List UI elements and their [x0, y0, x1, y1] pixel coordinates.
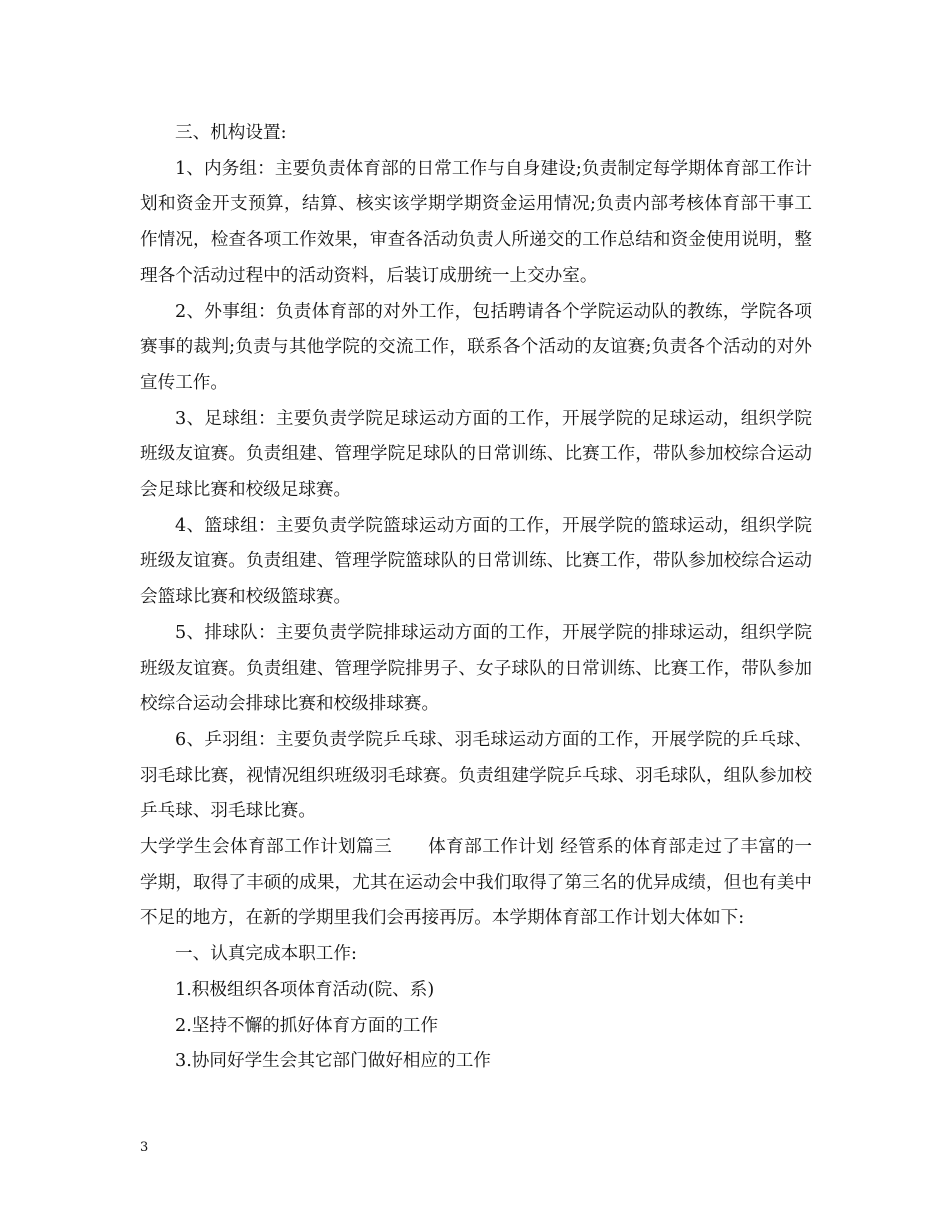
paragraph-basketball-group: 4、篮球组：主要负责学院篮球运动方面的工作，开展学院的篮球运动，组织学院班级友谊赛。负责组建、管理学院篮球队的日常训练、比赛工作，带队参加校综合运动会篮球比赛和校级篮球赛。: [140, 515, 812, 608]
list-item-duty-1: 1.积极组织各项体育活动(院、系): [175, 979, 435, 1000]
paragraph-table-tennis-badminton: 6、乒羽组：主要负责学院乒乓球、羽毛球运动方面的工作，开展学院的乒乓球、羽毛球比赛，视情况组织班级羽毛球赛。负责组建学院乒乓球、羽毛球队，组队参加校乒乓球、羽毛球比赛。: [140, 729, 812, 822]
paragraph-duties-heading: 一、认真完成本职工作:: [175, 944, 357, 965]
page-number: 3: [140, 1140, 149, 1155]
paragraph-section-heading: 三、机构设置:: [175, 123, 287, 143]
paragraph-volleyball-team: 5、排球队：主要负责学院排球运动方面的工作，开展学院的排球运动，组织学院班级友谊赛。负责组建、管理学院排男子、女子球队的日常训练、比赛工作，带队参加校综合运动会排球比赛和校级排球赛。: [140, 622, 812, 715]
paragraph-plan-part-three: 大学学生会体育部工作计划篇三 体育部工作计划 经管系的体育部走过了丰富的一学期，取得了丰硕的成果，尤其在运动会中我们取得了第三名的优异成绩，但也有美中不足的地方，在新的学期里我们会再接再厉。本学期体育部工作计划大体如下:: [140, 837, 812, 929]
document-body: [140, 116, 812, 1080]
paragraph-external-affairs: 2、外事组：负责体育部的对外工作，包括聘请各个学院运动队的教练，学院各项赛事的裁判;负责与其他学院的交流工作，联系各个活动的友谊赛;负责各个活动的对外宣传工作。: [140, 301, 812, 393]
paragraph-football-group: 3、足球组：主要负责学院足球运动方面的工作，开展学院的足球运动，组织学院班级友谊赛。负责组建、管理学院足球队的日常训练、比赛工作，带队参加校综合运动会足球比赛和校级足球赛。: [140, 408, 812, 501]
list-item-duty-3: 3.协同好学生会其它部门做好相应的工作: [175, 1051, 491, 1072]
list-item-duty-2: 2.坚持不懈的抓好体育方面的工作: [175, 1015, 439, 1036]
paragraph-internal-affairs: 1、内务组：主要负责体育部的日常工作与自身建设;负责制定每学期体育部工作计划和资金开支预算，结算、核实该学期学期资金运用情况;负责内部考核体育部干事工作情况，检查各项工作效果，审查各活动负责人所递交的工作总结和资金使用说明，整理各个活动过程中的活动资料，后装订成册统一上交办室。: [140, 158, 812, 286]
